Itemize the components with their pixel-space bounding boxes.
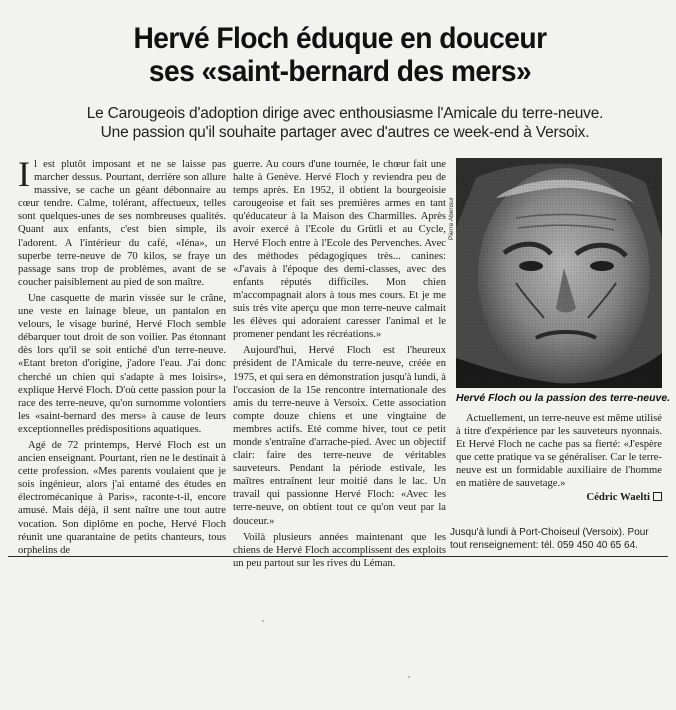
paragraph (18, 154, 226, 289)
drop-cap: I (18, 154, 30, 194)
headline-line-2: ses «saint-bernard des mers» (148, 55, 532, 88)
subheadline-line-2: Une passion qu'il souhaite partager avec d'autres ce week-end à Versoix. (100, 124, 590, 141)
scan-speck (262, 620, 264, 622)
headline (58, 22, 622, 88)
byline (456, 491, 662, 504)
event-info (450, 526, 662, 552)
paragraph: Actuellement, un terre-neuve est même utilisé à titre d'expérience par les sauveteurs nyonnais. Et Hervé Floch ne cache pas sa fierté: «J'espère que cette pratique va se généraliser. Car le terre-neuve est un formidable auxiliaire de l'homme en matière de sauvetage.» (456, 413, 662, 490)
paragraph: Agé de 72 printemps, Hervé Floch est un ancien enseignant. Pourtant, rien ne le destinait à cette profession. «Mes parents voulaient que je sois ingénieur, alors j'ai entamé des études en électromécanique à Paris», raconte-t-il, encore amusé. Mais déjà, il sent naître une tout autre vocation. Son diplôme en poche, Hervé Floch réunit une quarantaine de petits chanteurs, tous orphelins de (18, 439, 226, 556)
photo-caption: Hervé Floch ou la passion des terre-neuve. (456, 392, 671, 404)
article-column-1 (18, 154, 226, 560)
headline-line-1: Hervé Floch éduque en douceur (133, 22, 547, 55)
subheadline (40, 104, 650, 142)
author-name: Cédric Waelti (586, 490, 650, 503)
paragraph: Aujourd'hui, Hervé Floch est l'heureux président de l'Amicale du terre-neuve, créée en 1975, et qui sera en démonstration jusqu'à lundi, à l'occasion de la 15e rencontre internationale des amis du terre-neuve à Versoix. Cette association compte douze chiens et une vingtaine de membres actifs. Eté comme hiver, tout ce petit monde s'entraîne d'arrache-pied. Avec un objectif clair: faire des terre-neuve de véritables sauveteurs. Pendant la période estivale, les maîtres entraînent leur moitié dans le lac. Un travail qui passionne Hervé Floch: «Avec les terre-neuve, on obtient tout ce qu'on veut par la douceur.» (233, 345, 446, 527)
portrait-image (456, 158, 662, 388)
paragraph: Une casquette de marin vissée sur le crâne, une veste en lainage bleue, un pantalon en velours, le visage buriné, Hervé Floch semble débarquer tout droit de son voilier. Pas étonnant dès lors qu'il se soit entiché d'un terre-neuve. «Etant breton d'origine, j'adore l'eau. J'ai donc cherché un chien qui s'adapte à mes loisirs», explique Hervé Floch. D'où cette passion pour la race des terre-neuve, qu'on surnomme volontiers les «saint-bernard des mers» à cause de leurs exceptionnelles prédispositions aquatiques. (18, 292, 226, 435)
scan-speck (408, 676, 410, 678)
paragraph: Voilà plusieurs années maintenant que les chiens de Hervé Floch accomplissent des exploits un peu partout sur les rives du Léman. (233, 531, 446, 569)
portrait-photo (456, 158, 662, 388)
paragraph-text: l est plutôt imposant et ne se laisse pas marcher dessus. Pourtant, derrière son allure massive, se cache un géant débonnaire au cœur tendre. Calme, tolérant, affectueux, telles sont quelques-unes de ses nombreuses qualités. Quant aux enfants, c'est bien simple, ils l'adorent. A l'intérieur du café, «Iéna», un superbe terre-neuve de 70 kilos, se fraye un passage sans trop de problèmes, avant de se coucher paisiblement au pied de son maître. (18, 159, 226, 288)
event-info-line-2: tout renseignement: tél. 059 450 40 65 64. (450, 540, 638, 551)
paragraph: guerre. Au cours d'une tournée, le chœur fait une halte à Genève. Hervé Floch y reviendra peu de temps après. En 1952, il obtient la bourgeoisie carougeoise et fait ses premières armes en tant qu'éducateur à la Maison des Charmilles. Après avoir exercé à l'Ecole du Grütli et au Cycle, Hervé Floch entre à l'Ecole des Pervenches. Avec des méthodes pédagogiques très... canines: «J'avais à l'époque des demi-classes, avec des enfants réputés difficiles. Mon chien m'accompagnait alors à tous mes cours. Et je me suis très vite aperçu que mon terre-neuve calmait les élèves qui adoraient caresser l'animal et le promener pendant les récréations.» (233, 159, 446, 341)
subheadline-line-1: Le Carougeois d'adoption dirige avec enthousiasme l'Amicale du terre-neuve. (86, 105, 604, 122)
end-mark-icon (653, 492, 662, 501)
photo-credit: Pierre Abensur (448, 197, 455, 240)
event-info-line-1: Jusqu'à lundi à Port-Choiseul (Versoix). Pour (450, 527, 649, 538)
article-column-2 (233, 158, 446, 573)
article-column-3 (456, 412, 662, 504)
bottom-rule (8, 556, 668, 557)
